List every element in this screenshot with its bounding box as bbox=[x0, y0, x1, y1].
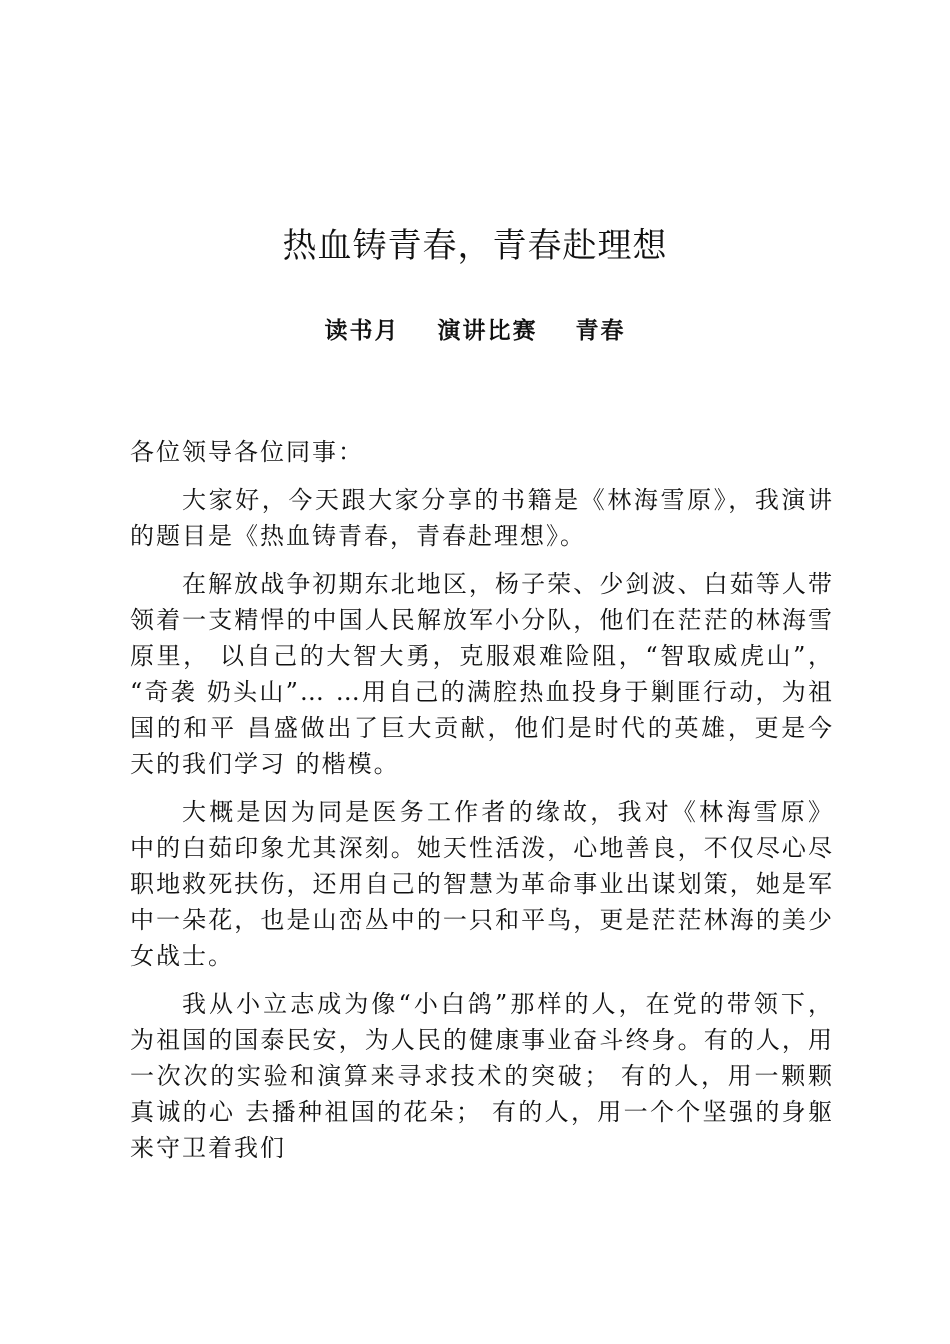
paragraph-baiRu: 大概是因为同是医务工作者的缘故，我对《林海雪原》 中的白茹印象尤其深刻。她天性活泼，心地善良，不仅尽心尽职地救死扶伤，还用自己的智慧为革命事业出谋划策，她是军中一朵花，也是山峦丛中的一只和平鸟，更是茫茫林海的美少女战士。 bbox=[130, 798, 834, 970]
keywords-line bbox=[0, 314, 950, 348]
paragraph-aspiration: 我从小立志成为像“小白鸽”那样的人，在党的带领下，为祖国的国泰民安，为人民的健康事业奋斗终身。有的人，用一次次的实验和演算来寻求技术的突破； 有的人，用一颗颗真诚的心 去播种祖国的花朵； 有的人，用一个个坚强的身躯来守卫着我们 bbox=[130, 990, 834, 1162]
keyword-youth: 青春 bbox=[575, 317, 626, 344]
speech-body bbox=[130, 434, 834, 1178]
paragraph-greeting: 大家好，今天跟大家分享的书籍是《林海雪原》，我演讲的题目是《热血铸青春，青春赴理想》。 bbox=[130, 486, 834, 550]
document-title: 热血铸青春，青春赴理想 bbox=[282, 226, 668, 266]
keyword-speech-contest: 演讲比赛 bbox=[437, 317, 538, 344]
salutation: 各位领导各位同事： bbox=[130, 438, 364, 466]
keyword-reading-month: 读书月 bbox=[324, 317, 400, 344]
paragraph-background: 在解放战争初期东北地区，杨子荣、少剑波、白茹等人带领着一支精悍的中国人民解放军小分队，他们在茫茫的林海雪原里， 以自己的大智大勇，克服艰难险阻，“智取威虎山”， “奇袭 奶头山”… …用自己的满腔热血投身于剿匪行动，为祖国的和平 昌盛做出了巨大贡献，他们是时代的英雄，更是今天的我们学习 的楷模。 bbox=[130, 570, 834, 778]
